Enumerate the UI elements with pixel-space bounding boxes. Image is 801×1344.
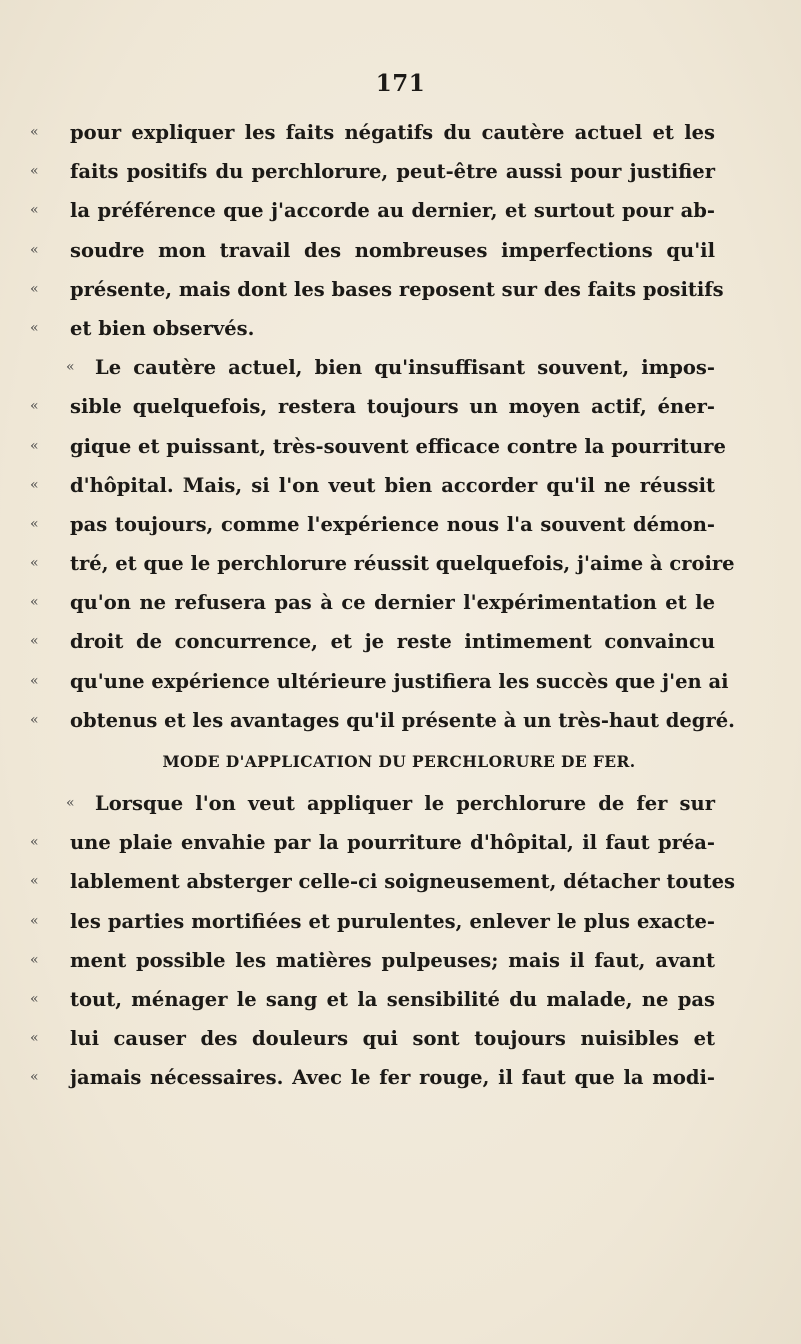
text-line — [30, 348, 715, 387]
quote-mark: « — [30, 515, 39, 532]
line-text: Lorsque l'on veut appliquer le perchlorure de fer sur — [95, 792, 715, 815]
quote-mark: « — [30, 280, 39, 297]
text-line — [30, 941, 715, 980]
text-line — [30, 113, 715, 152]
quote-mark: « — [30, 202, 39, 219]
line-text: tout, ménager le sang et la sensibilité du malade, ne pas — [70, 987, 715, 1011]
text-line — [30, 823, 715, 862]
text-line — [30, 270, 724, 309]
text-line — [30, 701, 735, 740]
quote-mark: « — [30, 594, 39, 611]
quote-mark: « — [30, 555, 39, 572]
line-text: une plaie envahie par la pourriture d'hôpital, il faut préa- — [70, 831, 715, 855]
quote-mark: « — [66, 795, 75, 811]
line-text: sible quelquefois, restera toujours un moyen actif, éner- — [70, 395, 715, 419]
text-line — [30, 980, 715, 1019]
line-text: qu'une expérience ultérieure justifiera les succès que j'en ai — [70, 669, 729, 693]
quote-mark: « — [30, 1069, 39, 1086]
text-line — [30, 662, 729, 701]
page-number: 171 — [375, 70, 426, 97]
quote-mark: « — [30, 873, 39, 890]
quote-mark: « — [30, 241, 39, 258]
line-text: et bien observés. — [70, 316, 255, 340]
line-text: soudre mon travail des nombreuses imperfections qu'il — [70, 238, 715, 262]
paragraph-3 — [30, 784, 735, 1098]
text-line — [30, 544, 735, 583]
quote-mark: « — [30, 672, 39, 689]
line-text: présente, mais dont les bases reposent sur des faits positifs — [70, 277, 724, 301]
line-text: qu'on ne refusera pas à ce dernier l'expérimentation et le — [70, 591, 715, 615]
quote-mark: « — [30, 398, 39, 415]
quote-mark: « — [30, 319, 39, 336]
quote-mark: « — [30, 437, 39, 454]
line-text: pour expliquer les faits négatifs du cautère actuel et les — [70, 121, 715, 144]
text-line — [30, 583, 715, 622]
text-line — [30, 902, 715, 941]
paragraph-2 — [30, 348, 735, 740]
line-text: gique et puissant, très-souvent efficace contre la pourriture — [70, 434, 726, 458]
line-text: lablement absterger celle-ci soigneusement, détacher toutes — [70, 870, 735, 894]
text-line — [30, 466, 715, 505]
line-text: obtenus et les avantages qu'il présente à un très-haut degré. — [70, 708, 735, 732]
line-text: jamais nécessaires. Avec le fer rouge, il faut que la modi- — [70, 1066, 715, 1090]
line-text: Le cautère actuel, bien qu'insuffisant souvent, impos- — [95, 356, 715, 380]
quote-mark: « — [30, 912, 39, 929]
quote-mark: « — [30, 711, 39, 728]
quote-mark: « — [66, 359, 75, 376]
line-text: pas toujours, comme l'expérience nous l'a souvent démon- — [70, 512, 715, 536]
quote-mark: « — [30, 476, 39, 493]
quote-mark: « — [30, 1030, 39, 1047]
text-line — [30, 862, 735, 901]
text-line — [30, 784, 715, 823]
text-line — [30, 191, 715, 230]
line-text: tré, et que le perchlorure réussit quelquefois, j'aime à croire — [70, 552, 735, 576]
quote-mark: « — [30, 633, 39, 650]
text-line — [30, 1058, 715, 1097]
text-line — [30, 1019, 715, 1058]
body-text — [30, 113, 735, 1098]
paragraph-1 — [30, 113, 724, 348]
line-text: lui causer des douleurs qui sont toujours nuisibles et — [70, 1027, 715, 1051]
quote-mark: « — [30, 163, 39, 180]
text-line — [30, 622, 715, 661]
quote-mark: « — [30, 124, 39, 140]
quote-mark: « — [30, 990, 39, 1007]
line-text: d'hôpital. Mais, si l'on veut bien accorder qu'il ne réussit — [70, 473, 715, 497]
line-text: la préférence que j'accorde au dernier, et surtout pour ab- — [70, 199, 715, 223]
text-line — [30, 427, 726, 466]
text-line — [30, 387, 715, 426]
section-heading: MODE D'APPLICATION DU PERCHLORURE DE FER. — [162, 752, 636, 771]
line-text: faits positifs du perchlorure, peut-être aussi pour justifier — [70, 160, 715, 184]
text-line — [30, 309, 690, 348]
quote-mark: « — [30, 951, 39, 968]
line-text: droit de concurrence, et je reste intimement convaincu — [70, 630, 715, 654]
text-line — [30, 505, 715, 544]
line-text: ment possible les matières pulpeuses; mais il faut, avant — [70, 948, 715, 972]
line-text: les parties mortifiées et purulentes, enlever le plus exacte- — [70, 909, 715, 933]
text-line — [30, 231, 715, 270]
quote-mark: « — [30, 834, 39, 851]
text-line — [30, 152, 715, 191]
